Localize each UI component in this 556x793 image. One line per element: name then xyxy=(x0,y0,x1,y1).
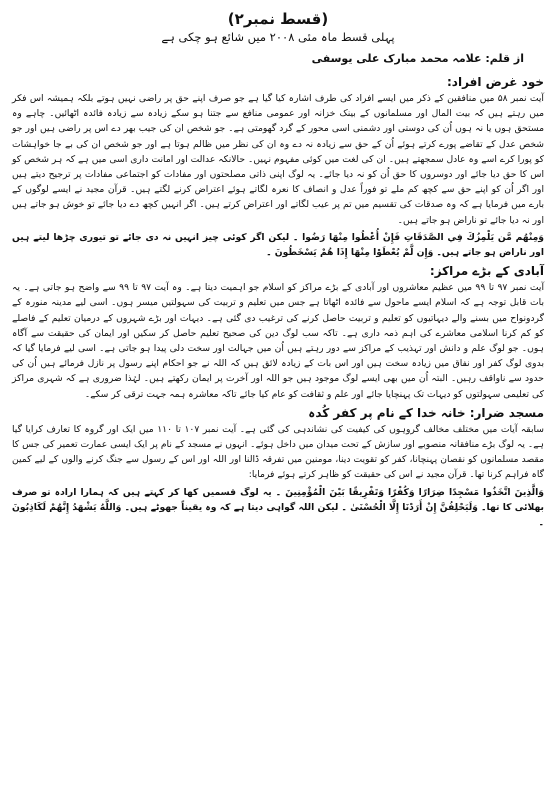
section-heading: آبادی کے بڑے مراکز: xyxy=(429,264,544,279)
paragraph: آیت نمبر ۹۷ تا ۹۹ میں عظیم معاشروں اور آبادی کے بڑے مراکز کو اسلام جو اہمیت دیتا ہے۔ وہ آیت ۹۷ تا ۹۹ سے واضح ہو جاتی ہے۔ یہ بات قابل توجہ ہے کہ اسلام ایسے ماحول سے فائدہ اٹھاتا ہے جس میں تعلیم و تربیت کی سہولتیں میسر ہوں۔ اسی لیے مدینہ منورہ کے گردونواح میں بسنے والے دیہاتیوں کو تعلیم و تربیت حاصل کرنے کی ترغیب دی گئی ہے۔ دیہات اور بڑے شہروں کے درمیان تعلیم کے فاصلے کو کم کرنا اسلامی معاشرے کی اہم ذمہ داری ہے۔ تاکہ سب لوگ دین کی صحیح تعلیم حاصل کر سکیں اور ایمان کی حقیقت سے آگاہ ہوں۔ جو لوگ علم و دانش اور تہذیب کے مراکز سے دور رہتے ہیں اُن میں جہالت اور سخت دلی پیدا ہو جاتی ہے۔ اسی لیے فرمایا گیا کہ بدوی لوگ کفر اور نفاق میں زیادہ سخت ہیں اور اس بات کے زیادہ لائق ہیں کہ اللہ نے جو احکام اپنے رسول پر نازل فرمائے ہیں اُن کی حدود سے ناواقف رہیں۔ البتہ اُن میں بھی ایسے لوگ موجود ہیں جو اللہ اور آخرت پر ایمان رکھتے ہیں۔ لہٰذا ضروری ہے کہ شہری مراکز کی تعلیمی سہولتوں کو دیہات تک پہنچایا جائے اور علم و ثقافت کو عام کیا جائے تاکہ معاشرہ ہمہ جہت ترقی کر سکے۔ xyxy=(12,282,544,400)
episode-title: (قسط نمبر۲) xyxy=(227,10,329,28)
section-masjid-dirar xyxy=(12,406,544,530)
paragraph: سابقہ آیات میں مختلف مخالف گروہوں کی کیفیت کی نشاندہی کی گئی ہے۔ آیت نمبر ۱۰۷ تا ۱۱۰ میں ایک اور گروہ کا تعارف کرایا گیا ہے۔ یہ لوگ بڑے منافقانہ منصوبے اور سازش کے تحت میدان میں داخل ہوئے۔ انہوں نے مسجد کے نام پر ایک ایسی عمارت تعمیر کی جس کا مقصد مسلمانوں کو نقصان پہنچانا، کفر کو تقویت دینا، مومنین میں تفرقہ ڈالنا اور اللہ اور اس کے رسول سے جنگ کرنے والوں کے لیے کمین گاہ فراہم کرنا تھا۔ قرآن مجید نے اس کی حقیقت کو ظاہر کرتے ہوئے فرمایا: xyxy=(12,423,544,481)
publication-note: پہلی قسط ماہ مئی ۲۰۰۸ میں شائع ہو چکی ہے xyxy=(161,30,395,44)
paragraph: آیت نمبر ۵۸ میں منافقین کے ذکر میں ایسے افراد کی طرف اشارہ کیا گیا ہے جو صرف اپنے حق پر راضی نہیں ہوتے بلکہ ہمیشہ اس فکر میں رہتے ہیں کہ بیت المال اور مسلمانوں کے بینک خزانہ اور عمومی منافع سے جتنا ہو سکے زیادہ سے زیادہ فائدہ اٹھائیں۔ چاہے وہ مستحق ہوں یا نہ ہوں اُن کی دوستی اور دشمنی اسی محور کے گرد گھومتی ہے۔ جو شخص ان کی جیب بھر دے اس پر راضی ہیں اور جو شخص عدل کے تقاضے پورے کرتے ہوئے اُن کے حق سے زیادہ نہ دے وہ ان کی نظر میں ظالم ہوتا ہے اور جو شخص ان کی بے جا خواہشات کو پورا کرے اسے وہ عادل سمجھتے ہیں۔ ان کی لغت میں کوئی مفہوم نہیں۔ حالانکہ عدالت اور امانت داری اسی میں ہے کہ ہر شخص کو اس کا حق دیا جائے اور دوسروں کا حق اُن کو نہ دیا جائے۔ یہ لوگ اپنی ذاتی مصلحتوں اور مفادات کو اجتماعی مفادات پر ترجیح دیتے ہیں اور اگر اُن کو اپنے حق سے کچھ کم ملے تو فوراً عدل و انصاف کا نعرہ لگاتے ہوئے اعتراض کرنے لگتے ہیں۔ قرآن مجید نے ایسے لوگوں کے بارے میں فرمایا ہے کہ وہ صدقات کی تقسیم میں تم پر عیب لگاتے اور اعتراض کرتے ہیں۔ اگر انہیں کچھ دے دیا جائے تو خوش ہو جاتے ہیں اور نہ دیا جائے تو ناراض ہو جاتے ہیں۔ xyxy=(12,93,544,226)
quran-verse-paragraph: وَمِنْهُم مَّن يَلْمِزُكَ فِي الصَّدَقَاتِ فَإِنْ أُعْطُوا مِنْهَا رَضُوا ۔ لیکن اگر کوئی چیز انہیں نہ دی جائے تو تیوری چڑھا لیتے ہیں اور ناراض ہو جاتے ہیں۔ وَإِن لَّمْ يُعْطَوْا مِنْهَا إِذَا هُمْ يَسْخَطُونَ ۔ xyxy=(12,231,544,259)
section-population-centers xyxy=(12,264,544,402)
quran-verse-paragraph: وَالَّذِينَ اتَّخَذُوا مَسْجِدًا ضِرَارًا وَكُفْرًا وَتَفْرِيقًا بَيْنَ الْمُؤْمِنِينَ ۔ یہ لوگ قسمیں کھا کر کہتے ہیں کہ ہمارا ارادہ تو صرف بھلائی کا تھا۔ وَلَيَحْلِفُنَّ إِنْ أَرَدْنَا إِلَّا الْحُسْنَىٰ ۔ لیکن اللہ گواہی دیتا ہے کہ وہ یقیناً جھوٹے ہیں۔ وَاللَّهُ يَشْهَدُ إِنَّهُمْ لَكَاذِبُونَ ۔ xyxy=(12,486,544,529)
section-selfish-people xyxy=(12,75,544,260)
author-line: از قلم: علامہ محمد مبارک علی یوسفی xyxy=(311,52,524,65)
section-heading: خود غرض افراد: xyxy=(447,75,544,89)
section-heading: مسجد ضرار: خانہ خدا کے نام پر کفر کُدہ xyxy=(308,405,544,420)
